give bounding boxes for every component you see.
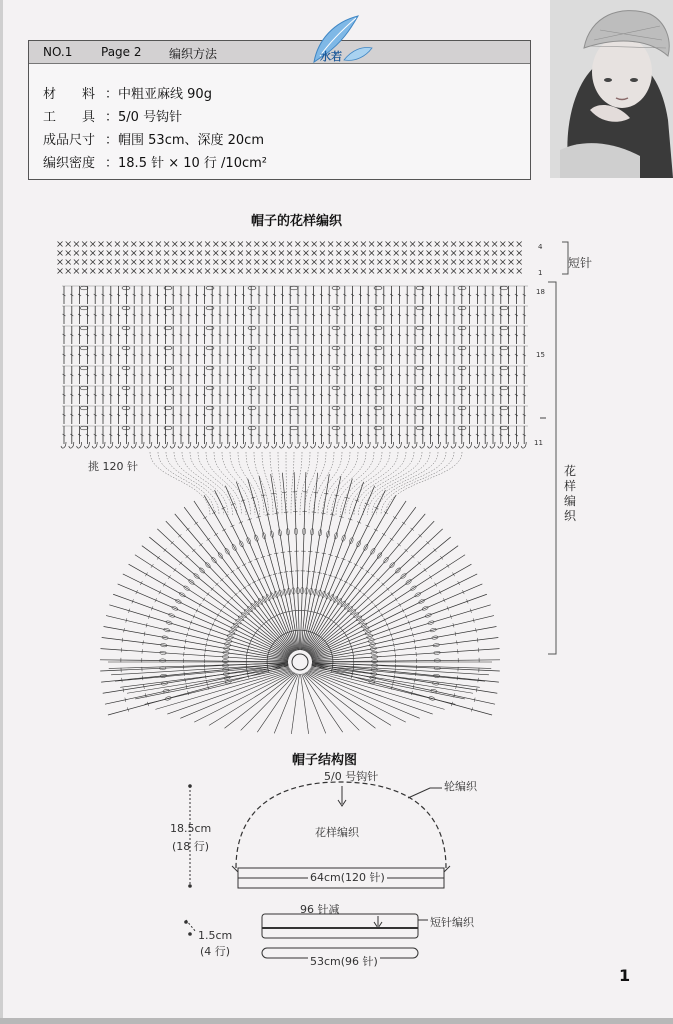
pattern-bracket <box>548 282 556 654</box>
gauge-value: 18.5 针 × 10 行 /10cm² <box>118 156 268 171</box>
row-number-15: 15 <box>536 351 545 359</box>
row-number-4: 4 <box>538 243 543 251</box>
short-stitch-rows <box>58 242 522 274</box>
hook-label: 5/0 号钩针 <box>324 770 379 783</box>
band-rows: (4 行) <box>200 945 231 958</box>
bottom-width-label: 53cm(96 针) <box>310 955 378 968</box>
tool-label: 工 具 <box>43 110 96 125</box>
size-row: 成品尺寸 ：帽围 53cm、深度 20cm <box>43 129 264 148</box>
gauge-row: 编织密度 ：18.5 针 × 10 行 /10cm² <box>43 152 267 171</box>
short-stitch-band <box>262 914 418 938</box>
row-number-18: 18 <box>536 288 545 296</box>
depth-label: 18.5cm <box>170 822 212 835</box>
hat-structure-diagram <box>0 760 673 970</box>
pattern-knit-area-label: 花样编织 <box>315 826 359 839</box>
section-title: 编织方法 <box>169 47 218 61</box>
round-knit-label: 轮编织 <box>444 780 477 793</box>
page-bottom-edge <box>0 1018 673 1024</box>
row-number-11: 11 <box>534 439 543 447</box>
material-row: 材 料 ：中粗亚麻线 90g <box>43 83 212 102</box>
decrease-label: 96 针减 <box>300 903 340 916</box>
material-label: 材 料 <box>43 87 96 102</box>
size-label: 成品尺寸 <box>43 133 96 148</box>
width-label: 64cm(120 针) <box>310 871 385 884</box>
header-bar <box>29 41 530 64</box>
depth-rows: (18 行) <box>172 840 210 853</box>
feather-logo <box>296 10 376 72</box>
tool-row: 工 具 ：5/0 号钩针 <box>43 106 182 125</box>
model-photo <box>550 0 673 178</box>
page-label: Page 2 <box>101 45 142 59</box>
short-stitch-label: 短针 <box>568 256 593 270</box>
pattern-rows <box>61 286 528 448</box>
materials-box <box>28 40 531 180</box>
round-knit-leader <box>408 788 442 798</box>
pattern-chart-title: 帽子的花样编织 <box>251 214 343 229</box>
structure-title: 帽子结构图 <box>292 753 358 768</box>
tool-value: 5/0 号钩针 <box>118 110 183 125</box>
size-value: 帽围 53cm、深度 20cm <box>118 133 264 148</box>
band-height-label: 1.5cm <box>198 929 233 942</box>
logo-text: 水若 <box>320 50 342 63</box>
page-number: 1 <box>619 966 631 985</box>
issue-number: NO.1 <box>43 45 73 59</box>
short-stitch-knit-label: 短针编织 <box>430 916 474 929</box>
material-value: 中粗亚麻线 90g <box>118 87 212 102</box>
gauge-label: 编织密度 <box>43 156 96 171</box>
row-number-1: 1 <box>538 269 543 277</box>
pick-up-label: 挑 120 针 <box>88 460 138 473</box>
pattern-knit-label: 花样编织 <box>563 464 576 523</box>
